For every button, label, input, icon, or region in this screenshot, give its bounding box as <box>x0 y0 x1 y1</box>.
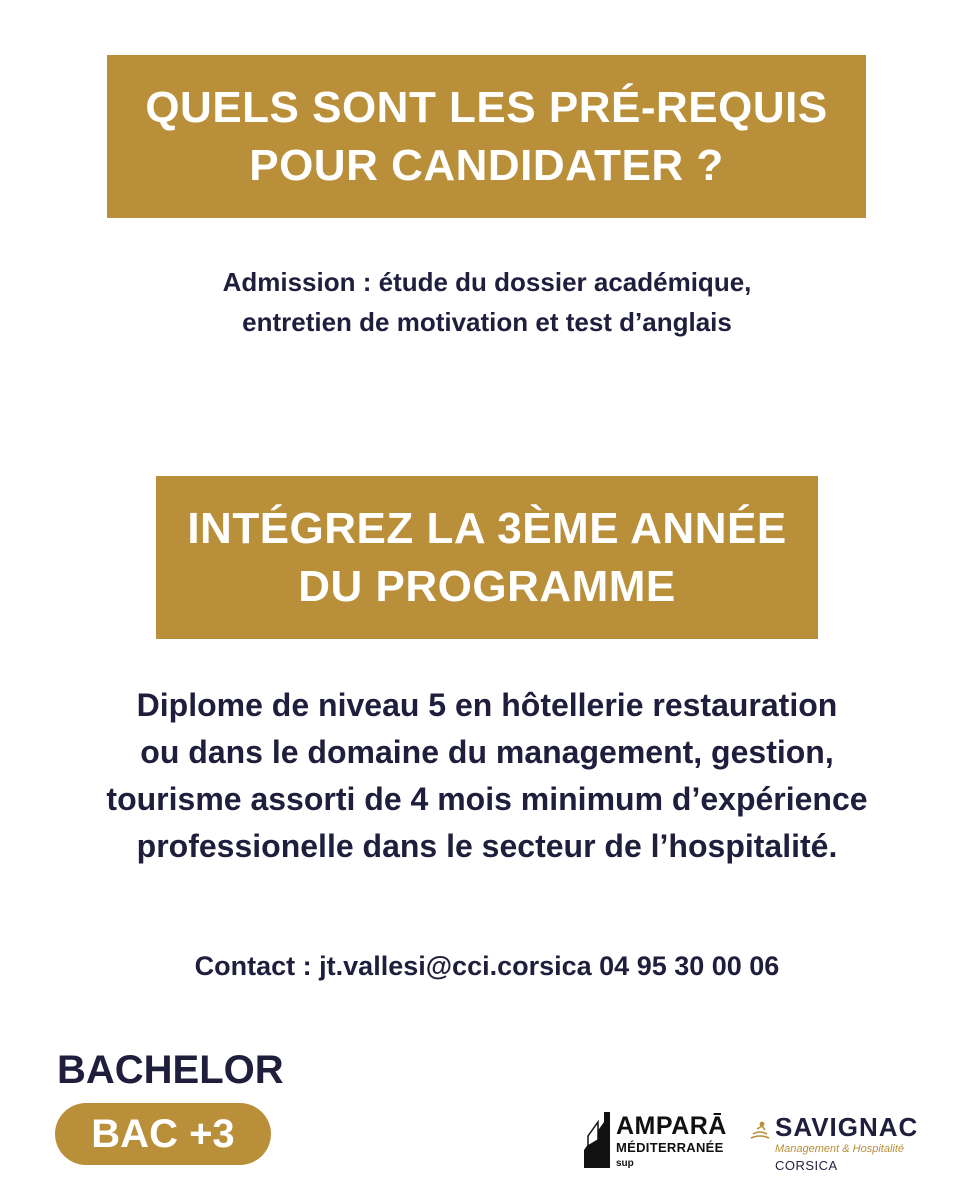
prerequisites-title-line-2: POUR CANDIDATER ? <box>249 140 724 190</box>
degree-badge <box>55 1103 271 1165</box>
ampara-mark-icon <box>582 1110 612 1170</box>
savignac-region: CORSICA <box>775 1158 838 1173</box>
ampara-suffix: sup <box>616 1158 634 1169</box>
third-year-banner <box>156 476 818 639</box>
requirements-line-1: Diplome de niveau 5 en hôtellerie restauration <box>136 687 838 723</box>
third-year-title-line-1: INTÉGREZ LA 3ÈME ANNÉE <box>187 503 787 553</box>
admission-text <box>0 262 974 342</box>
savignac-name: SAVIGNAC <box>775 1112 919 1142</box>
requirements-line-3: tourisme assorti de 4 mois minimum d’expérience <box>106 781 868 817</box>
ampara-name: AMPARĀ <box>616 1112 727 1140</box>
admission-line-1: Admission : étude du dossier académique, <box>222 267 752 297</box>
savignac-logo <box>748 1110 948 1176</box>
savignac-mark-icon <box>748 1118 772 1142</box>
contact-line: Contact : jt.vallesi@cci.corsica 04 95 30 00 06 <box>194 951 780 981</box>
requirements-text <box>0 682 974 870</box>
admission-line-2: entretien de motivation et test d’anglais <box>242 307 732 337</box>
requirements-line-4: professionelle dans le secteur de l’hospitalité. <box>136 828 838 864</box>
requirements-line-2: ou dans le domaine du management, gestion, <box>140 734 834 770</box>
prerequisites-banner <box>107 55 866 218</box>
degree-badge-label: BAC +3 <box>91 1111 235 1156</box>
prerequisites-title-line-1: QUELS SONT LES PRÉ-REQUIS <box>145 82 828 132</box>
program-title: BACHELOR <box>57 1048 284 1092</box>
ampara-subtitle: MÉDITERRANÉE <box>616 1140 724 1155</box>
third-year-title-line-2: DU PROGRAMME <box>298 561 676 611</box>
ampara-logo <box>582 1108 742 1174</box>
contact-info <box>0 946 974 986</box>
savignac-tagline: Management & Hospitalité <box>775 1143 905 1155</box>
